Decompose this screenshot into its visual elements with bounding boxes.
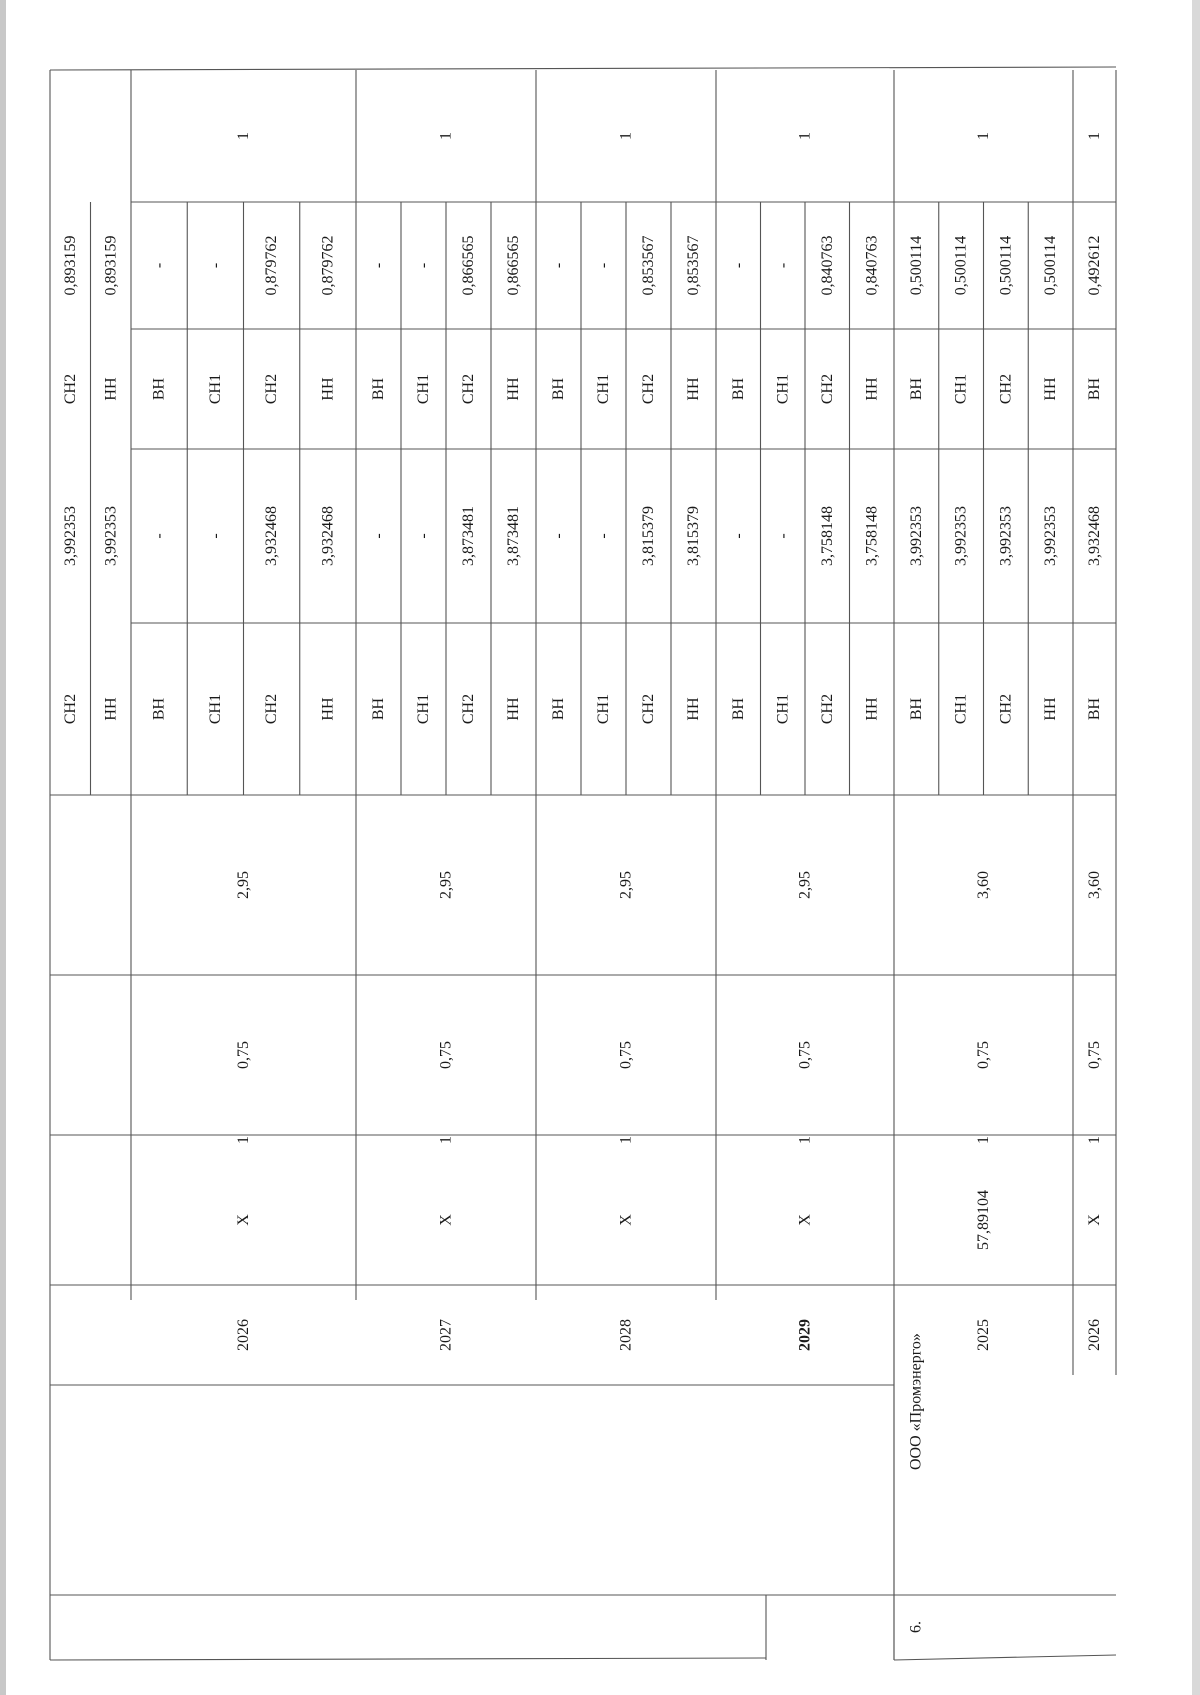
cell-ee: 57,89104 (975, 1190, 992, 1250)
cell-level-2: СН1 (595, 373, 612, 405)
cell-value-4: 0,853567 (685, 235, 702, 296)
cell-level-2: НН (1042, 377, 1060, 401)
org-name: ООО «Промэнерго» (907, 1333, 925, 1470)
cell-value-2: 3,992353 (952, 506, 970, 566)
cell-value-4: - (206, 262, 224, 269)
cell-level-2: ВН (370, 377, 387, 401)
cell-ee: X (617, 1214, 635, 1226)
scan-edge (0, 0, 6, 1695)
cell-level-2: СН2 (460, 373, 477, 405)
cell-level-2: ВН (550, 377, 567, 401)
cell-level-2: НН (685, 377, 702, 401)
cell-value-4: 0,866565 (505, 235, 522, 296)
cell-year: 2026 (235, 1319, 252, 1351)
scanned-page (6, 0, 1192, 1695)
cell-level-1: ВН (729, 697, 747, 721)
table-border-bottom-right (894, 1655, 1116, 1660)
cell-level-2: СН1 (415, 373, 432, 405)
cell-value-2: - (370, 533, 387, 539)
cell-value-2: 3,932468 (1086, 506, 1103, 566)
cell-level-1: ВН (1086, 697, 1103, 721)
cell-level-2: СН2 (61, 373, 79, 405)
cell-level-1: СН2 (460, 693, 477, 725)
cell-value-2: 3,815379 (640, 506, 657, 566)
cell-value-2: - (774, 533, 792, 539)
cell-level-2: ВН (1086, 377, 1103, 401)
cell-level-1: ВН (907, 697, 925, 721)
cell-value-4: 0,492612 (1086, 235, 1103, 296)
cell-one: 1 (975, 1136, 992, 1144)
cell-value-2: - (150, 533, 168, 539)
cell-value-2: 3,758148 (863, 506, 881, 566)
cell-ee: X (235, 1214, 252, 1226)
cell-level-2: СН2 (640, 373, 657, 405)
cell-value-4: 0,500114 (952, 235, 970, 296)
cell-value-4: - (729, 262, 747, 269)
cell-value-2: 3,992353 (997, 506, 1015, 566)
cell-value-2: 3,932468 (263, 506, 281, 566)
cell-rate: 3,60 (1086, 871, 1103, 899)
cell-year: 2029 (796, 1319, 814, 1351)
row-number: 6. (907, 1621, 925, 1633)
cell-value-2: 3,992353 (61, 506, 79, 566)
cell-level-1: ВН (550, 697, 567, 721)
cell-value-4: - (550, 262, 567, 269)
cell-one: 1 (437, 1136, 455, 1144)
cell-value-2: 3,992353 (102, 506, 120, 566)
cell-value-4: 0,893159 (102, 235, 120, 296)
cell-value-2: - (550, 533, 567, 539)
cell-coef: 0,75 (975, 1041, 992, 1069)
cell-level-1: НН (863, 697, 881, 721)
cell-level-1: СН1 (774, 693, 792, 725)
cell-one: 1 (1086, 1136, 1103, 1144)
cell-value-2: 3,815379 (685, 506, 702, 566)
cell-value-2: 3,873481 (460, 506, 477, 566)
cell-level-2: СН2 (263, 373, 281, 405)
cell-level-1: СН2 (263, 693, 281, 725)
cell-value-4: 0,853567 (640, 235, 657, 296)
cell-coef: 0,75 (437, 1041, 455, 1069)
cell-value-4: - (774, 262, 792, 269)
cell-rate: 2,95 (235, 871, 252, 899)
cell-ee: X (1086, 1214, 1103, 1226)
cell-value-2: - (729, 533, 747, 539)
cell-value-4: 0,879762 (263, 235, 281, 296)
top-value: 1 (1086, 132, 1103, 140)
cell-level-1: НН (685, 697, 702, 721)
cell-level-2: НН (319, 377, 337, 401)
cell-level-1: СН2 (818, 693, 836, 725)
cell-rate: 2,95 (796, 871, 814, 899)
cell-coef: 0,75 (235, 1041, 252, 1069)
cell-one: 1 (617, 1136, 635, 1144)
cell-level-1: СН1 (415, 693, 432, 725)
cell-value-4: 0,866565 (460, 235, 477, 296)
cell-rate: 3,60 (975, 871, 992, 899)
cell-value-2: - (595, 533, 612, 539)
cell-level-2: СН2 (818, 373, 836, 405)
cell-value-2: - (415, 533, 432, 539)
cell-level-2: НН (102, 377, 120, 401)
cell-value-2: 3,873481 (505, 506, 522, 566)
cell-year: 2026 (1086, 1319, 1103, 1351)
cell-value-4: - (595, 262, 612, 269)
cell-coef: 0,75 (796, 1041, 814, 1069)
top-value: 1 (796, 132, 814, 140)
cell-level-2: СН1 (952, 373, 970, 405)
cell-year: 2028 (617, 1319, 635, 1351)
cell-value-4: 0,500114 (1042, 235, 1060, 296)
cell-value-2: 3,758148 (818, 506, 836, 566)
cell-level-1: ВН (370, 697, 387, 721)
cell-value-4: 0,500114 (907, 235, 925, 296)
cell-value-4: - (415, 262, 432, 269)
cell-level-2: ВН (907, 377, 925, 401)
cell-value-2: 3,992353 (1042, 506, 1060, 566)
cell-level-2: ВН (729, 377, 747, 401)
cell-level-1: СН1 (595, 693, 612, 725)
top-value: 1 (235, 132, 252, 140)
cell-one: 1 (235, 1136, 252, 1144)
cell-value-4: - (150, 262, 168, 269)
cell-ee: X (437, 1214, 455, 1226)
cell-level-1: ВН (150, 697, 168, 721)
cell-value-2: 3,992353 (907, 506, 925, 566)
cell-level-1: СН2 (61, 693, 79, 725)
cell-value-2: - (206, 533, 224, 539)
cell-rate: 2,95 (437, 871, 455, 899)
cell-level-1: НН (1042, 697, 1060, 721)
tariff-table (6, 0, 1192, 1695)
table-border-top (50, 67, 1116, 70)
top-value: 1 (617, 132, 635, 140)
cell-coef: 0,75 (1086, 1041, 1103, 1069)
cell-value-2: 3,932468 (319, 506, 337, 566)
top-value: 1 (975, 132, 992, 140)
cell-value-4: 0,840763 (818, 235, 836, 296)
cell-level-2: СН2 (997, 373, 1015, 405)
cell-value-4: 0,840763 (863, 235, 881, 296)
table-border-bottom (50, 1658, 766, 1660)
cell-year: 2025 (975, 1319, 992, 1351)
cell-rate: 2,95 (617, 871, 635, 899)
cell-ee: X (796, 1214, 814, 1226)
cell-level-1: СН1 (952, 693, 970, 725)
cell-level-1: СН1 (206, 693, 224, 725)
cell-level-1: НН (102, 697, 120, 721)
cell-level-1: НН (505, 697, 522, 721)
cell-level-2: СН1 (774, 373, 792, 405)
cell-one: 1 (796, 1136, 814, 1144)
cell-value-4: 0,500114 (997, 235, 1015, 296)
cell-level-2: СН1 (206, 373, 224, 405)
top-value: 1 (437, 132, 455, 140)
cell-coef: 0,75 (617, 1041, 635, 1069)
cell-value-4: 0,879762 (319, 235, 337, 296)
cell-value-4: - (370, 262, 387, 269)
cell-level-1: НН (319, 697, 337, 721)
cell-value-4: 0,893159 (61, 235, 79, 296)
cell-level-1: СН2 (640, 693, 657, 725)
cell-year: 2027 (437, 1319, 455, 1351)
cell-level-2: НН (863, 377, 881, 401)
cell-level-2: ВН (150, 377, 168, 401)
cell-level-1: СН2 (997, 693, 1015, 725)
cell-level-2: НН (505, 377, 522, 401)
